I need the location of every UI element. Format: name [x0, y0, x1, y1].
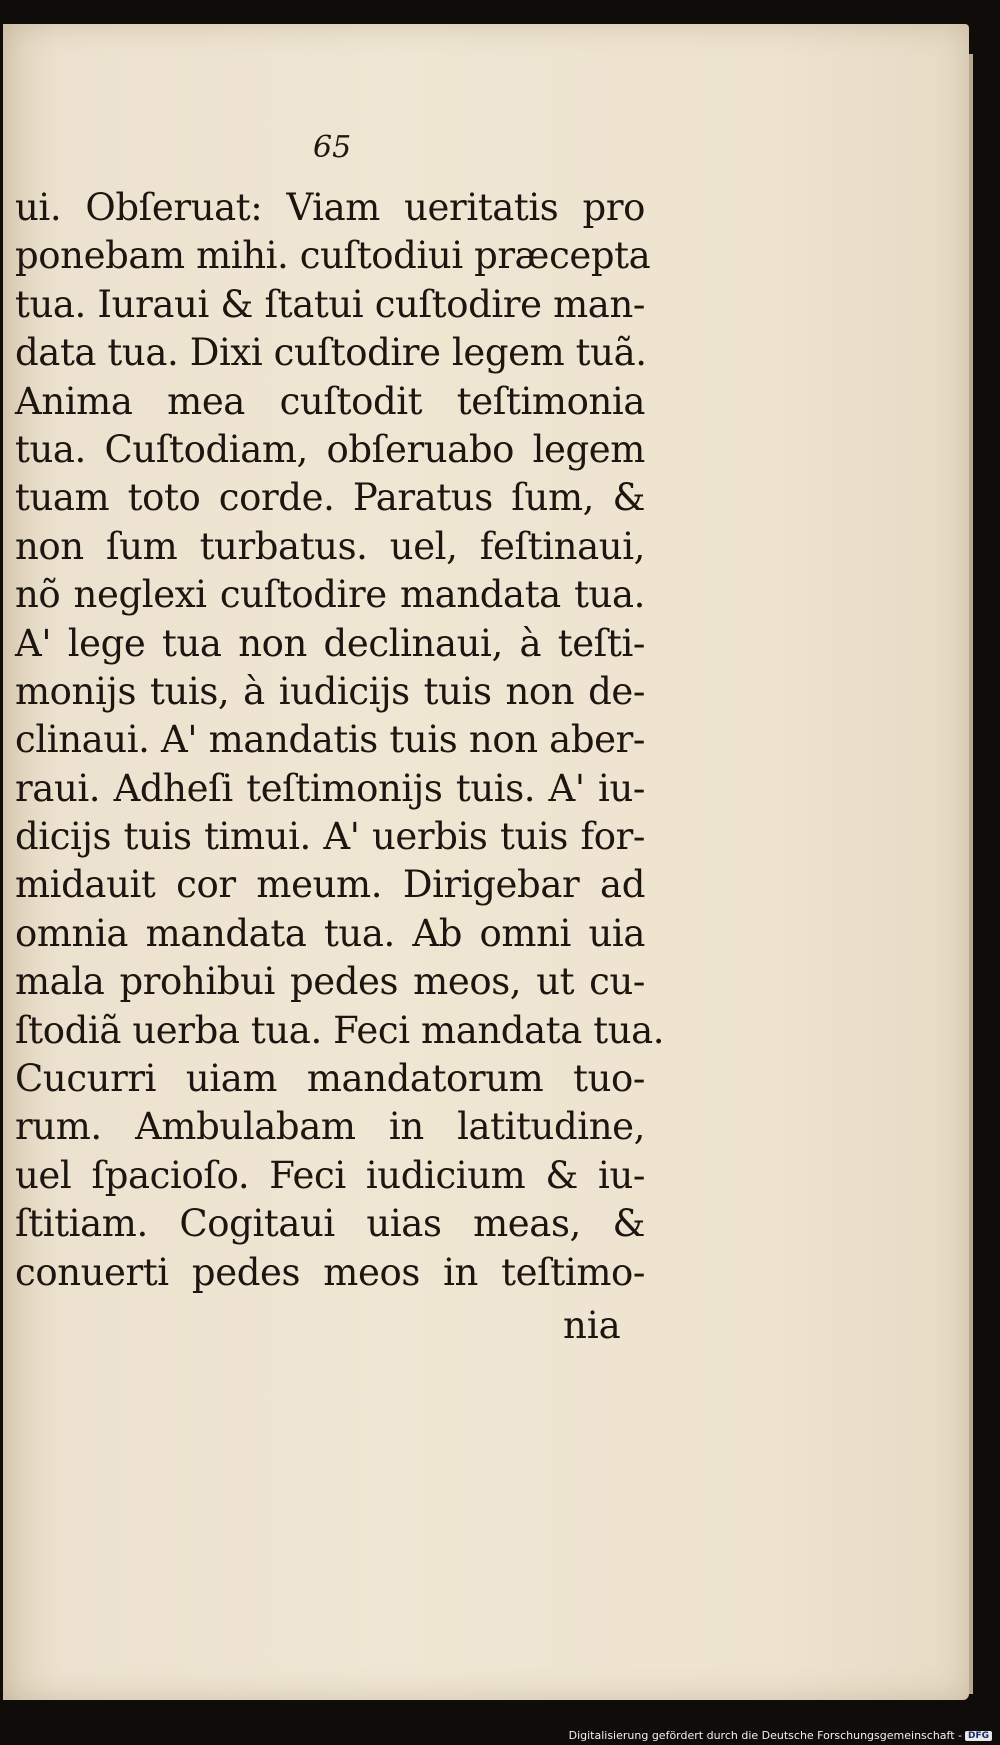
text-line: uel ſpacioſo. Feci iudicium & iu- [15, 1153, 645, 1197]
text-line: omnia mandata tua. Ab omni uia [15, 911, 645, 955]
text-line: Anima mea cuſtodit teſtimonia [15, 379, 645, 423]
text-line: A' lege tua non declinaui, à teſti- [15, 621, 645, 665]
text-line: monijs tuis, à iudicijs tuis non de- [15, 669, 645, 713]
text-line: rum. Ambulabam in latitudine, [15, 1105, 645, 1149]
body-text [15, 184, 665, 1297]
text-line: Cucurri uiam mandatorum tuo- [15, 1057, 645, 1101]
text-line: conuerti pedes meos in teſtimo- [15, 1250, 645, 1294]
text-line: dicijs tuis timui. A' uerbis tuis for- [15, 815, 645, 859]
text-line: tua. Cuſtodiam, obſeruabo legem [15, 427, 645, 471]
dfg-logo: DFG [965, 1731, 992, 1741]
catchword: nia [563, 1304, 621, 1347]
text-line: non ſum turbatus. uel, feſtinaui, [15, 524, 645, 568]
digitization-credit [569, 1729, 992, 1742]
text-line: clinaui. A' mandatis tuis non aber- [15, 718, 645, 762]
text-line: tua. Iuraui & ſtatui cuſtodire man- [15, 282, 645, 326]
text-line: nõ neglexi cuſtodire mandata tua. [15, 573, 645, 617]
text-line: midauit cor meum. Dirigebar ad [15, 863, 645, 907]
text-line: ponebam mihi. cuſtodiui præcepta [15, 234, 651, 278]
text-line: raui. Adheſi teſtimonijs tuis. A' iu- [15, 766, 645, 810]
text-line: mala prohibui pedes meos, ut cu- [15, 960, 645, 1004]
text-line: ſtitiam. Cogitaui uias meas, & [15, 1202, 645, 1246]
credit-text: Digitalisierung gefördert durch die Deutsche Forschungsgemeinschaft - [568, 1729, 962, 1742]
text-line: data tua. Dixi cuſtodire legem tuã. [15, 331, 647, 375]
book-page [3, 24, 969, 1700]
text-line: tuam toto corde. Paratus ſum, & [15, 476, 645, 520]
text-line: ſtodiã uerba tua. Feci mandata tua. [15, 1008, 665, 1052]
text-line: ui. Obſeruat: Viam ueritatis pro [15, 186, 645, 229]
page-number: 65 [313, 130, 352, 165]
